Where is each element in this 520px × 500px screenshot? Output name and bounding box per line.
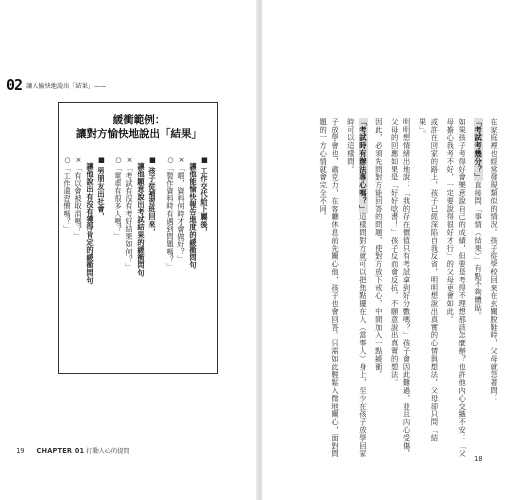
paragraph xyxy=(472,118,484,458)
example-3-heading: ■ 男朋友出社會， xyxy=(97,155,106,221)
body-text xyxy=(319,118,500,458)
box-title-line-2: 讓對方愉快地說出「結果」 xyxy=(76,128,202,140)
example-1-bad: ×「喂，資料何時才會做好？」 xyxy=(177,155,186,264)
example-3-subheading: 讓他說出有沒有獲得肯定的緩衝問句 xyxy=(86,155,95,285)
example-2-good: ○「電車有很多人嗎？」 xyxy=(114,155,123,241)
example-3-bad: ×「有以會被取消嗎？」 xyxy=(74,155,83,241)
box-title xyxy=(59,113,219,141)
paragraph-text: 這樣問對方就可以把焦點擺在人（當事人）身上，至少在孩子放學回家時可以這樣問。 xyxy=(346,118,368,458)
left-page xyxy=(0,0,258,500)
running-header xyxy=(6,76,107,94)
paragraph: 明明想情緒出地說：「我的存在價值只有考試拿到好分數嗎？」孩子會因此難過，並且內心受傷，父母的回應如果是「好好唸書！」孩子反而會反抗，不願意說出真實的想法。 xyxy=(390,118,412,458)
example-1-subheading: 讓他能愉快報告進度的緩衝問句 xyxy=(189,155,198,269)
left-page-number: 19 xyxy=(16,447,25,455)
footer-chapter xyxy=(36,446,129,455)
left-footer xyxy=(16,446,130,455)
example-1-heading: ■ 工作交代給下屬後， xyxy=(200,155,209,236)
example-box xyxy=(58,102,218,374)
example-2-subheading: 讓他願意說出考試結果的緩衝問句 xyxy=(137,155,146,277)
paragraph: 如果孩子考得好會樂意說自己的成績，但要是考得不理想那該怎麼辦？也許他內心交織不安：「父母擔心我考不好，一定要說得很好才行」的父母更會如此。 xyxy=(446,118,468,458)
paragraph: 子放學會也，肅克力，在客廳休息前先關心他，孩子也會回答。只需如此輕鬆入微地關心，面對問題的一方心情就會完全不同。 xyxy=(319,118,341,458)
example-2-heading: ■ 孩子從補習班回來， xyxy=(148,155,157,236)
paragraph: 或許在回家的路上，孩子已經深陷自我反省，明明想說出真實的心情與想法，父母卻只問「結果」。 xyxy=(418,118,440,442)
highlight-quote: 「考試考幾分？」 xyxy=(474,118,484,182)
chapter-title: 讓人愉快地說出「結果」—— xyxy=(26,82,107,90)
footer-chapter-label: CHAPTER 01 xyxy=(36,447,85,455)
right-page-number: 18 xyxy=(474,455,483,463)
example-1-good: ○「製作資料時有遇到問題嗎？」 xyxy=(166,155,175,271)
example-2-bad: ×「考試有沒有考好結果如何？」 xyxy=(125,155,134,271)
paragraph xyxy=(345,118,369,458)
paragraph: 在家庭裡也經常發現類似的情況。孩子從學校回來在玄關脫鞋時，父母就急著問： xyxy=(490,118,499,403)
highlight-quote: 「考試時有辦法專心嗎？」 xyxy=(358,118,368,213)
paragraph: 因此，必須先問對方能回答的問題，使對方放下戒心，中間加入一點緩衝。 xyxy=(374,118,384,379)
paragraph-text: 直接問「事情（結果）」有點不夠體貼。 xyxy=(474,181,484,320)
right-footer xyxy=(474,446,482,465)
example-3-good: ○「工作還習慣嗎？」 xyxy=(63,155,72,233)
chapter-number: 02 xyxy=(6,76,23,94)
box-title-line-1: 緩衝範例： xyxy=(112,114,166,126)
footer-chapter-title: 打動人心的提問 xyxy=(86,448,130,455)
